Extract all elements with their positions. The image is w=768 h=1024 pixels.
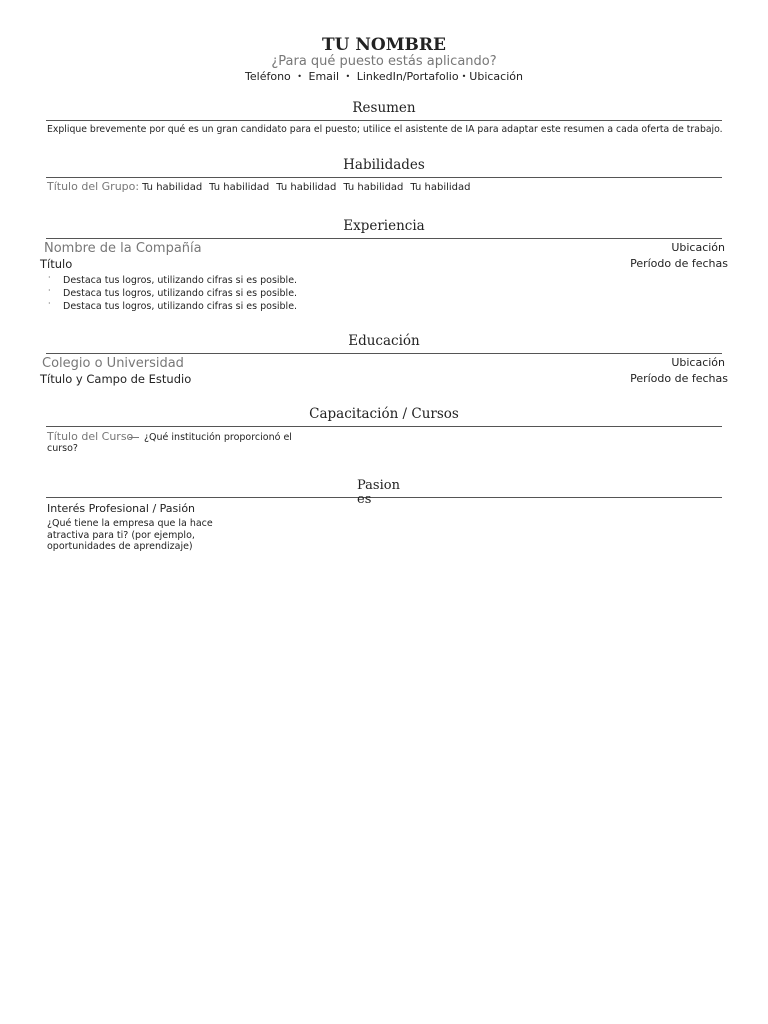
course-title: Título del Curso bbox=[47, 430, 134, 443]
skill-item: Tu habilidad bbox=[410, 182, 471, 193]
summary-text: Explique brevemente por qué es un gran candidato para el puesto; utilice el asistente de IA para adaptar este resumen a cada oferta de trabajo. bbox=[47, 124, 723, 135]
contact-email: Email bbox=[308, 70, 340, 83]
degree-title: Título y Campo de Estudio bbox=[40, 372, 192, 386]
school-location: Ubicación bbox=[671, 356, 725, 369]
contact-linkedin: LinkedIn/Portafolio bbox=[356, 70, 459, 83]
skill-item: Tu habilidad bbox=[343, 182, 404, 193]
skill-item: Tu habilidad bbox=[142, 182, 203, 193]
section-divider bbox=[46, 120, 722, 121]
section-divider bbox=[46, 177, 722, 178]
contact-location: Ubicación bbox=[469, 70, 523, 83]
bullet-dot-icon: · bbox=[48, 273, 51, 282]
interest-description: ¿Qué tiene la empresa que la hace bbox=[47, 518, 213, 529]
section-title-education: Educación bbox=[348, 333, 420, 349]
skill-item: Tu habilidad bbox=[209, 182, 270, 193]
company-name: Nombre de la Compañía bbox=[44, 241, 202, 256]
section-divider bbox=[46, 426, 722, 427]
experience-bullet: Destaca tus logros, utilizando cifras si es posible. bbox=[63, 301, 298, 312]
contact-phone: Teléfono bbox=[245, 70, 291, 83]
section-title-summary: Resumen bbox=[352, 100, 416, 116]
bullet-separator-icon: • bbox=[461, 72, 467, 81]
section-divider bbox=[46, 497, 722, 498]
experience-bullet: Destaca tus logros, utilizando cifras si es posible. bbox=[63, 275, 298, 286]
bullet-dot-icon: · bbox=[48, 299, 51, 308]
skill-item: Tu habilidad bbox=[276, 182, 337, 193]
section-divider bbox=[46, 238, 722, 239]
job-dates: Período de fechas bbox=[630, 257, 728, 270]
section-title-passions-cont: es bbox=[357, 492, 372, 507]
section-divider bbox=[46, 353, 722, 354]
skills-group-label: Título del Grupo: bbox=[47, 180, 140, 193]
experience-bullet: Destaca tus logros, utilizando cifras si es posible. bbox=[63, 288, 298, 299]
interest-description: oportunidades de aprendizaje) bbox=[47, 541, 193, 552]
target-role: ¿Para qué puesto estás aplicando? bbox=[271, 54, 497, 69]
section-title-skills: Habilidades bbox=[343, 157, 425, 173]
section-title-courses: Capacitación / Cursos bbox=[309, 406, 459, 422]
contact-line bbox=[0, 70, 768, 83]
course-institution-cont: curso? bbox=[47, 443, 78, 454]
bullet-separator-icon: • bbox=[345, 72, 351, 81]
school-name: Colegio o Universidad bbox=[42, 356, 184, 371]
skills-line bbox=[47, 180, 470, 193]
candidate-name: TU NOMBRE bbox=[321, 35, 446, 55]
interest-title: Interés Profesional / Pasión bbox=[47, 502, 196, 515]
job-title: Título bbox=[40, 257, 73, 271]
section-title-passions: Pasion bbox=[357, 478, 400, 493]
dash-separator bbox=[129, 437, 139, 438]
course-institution: ¿Qué institución proporcionó el bbox=[144, 432, 292, 443]
interest-description: atractiva para ti? (por ejemplo, bbox=[47, 530, 195, 541]
section-title-experience: Experiencia bbox=[343, 218, 425, 234]
bullet-separator-icon: • bbox=[297, 72, 302, 81]
company-location: Ubicación bbox=[671, 241, 725, 254]
bullet-dot-icon: · bbox=[48, 286, 51, 295]
education-dates: Período de fechas bbox=[630, 372, 728, 385]
